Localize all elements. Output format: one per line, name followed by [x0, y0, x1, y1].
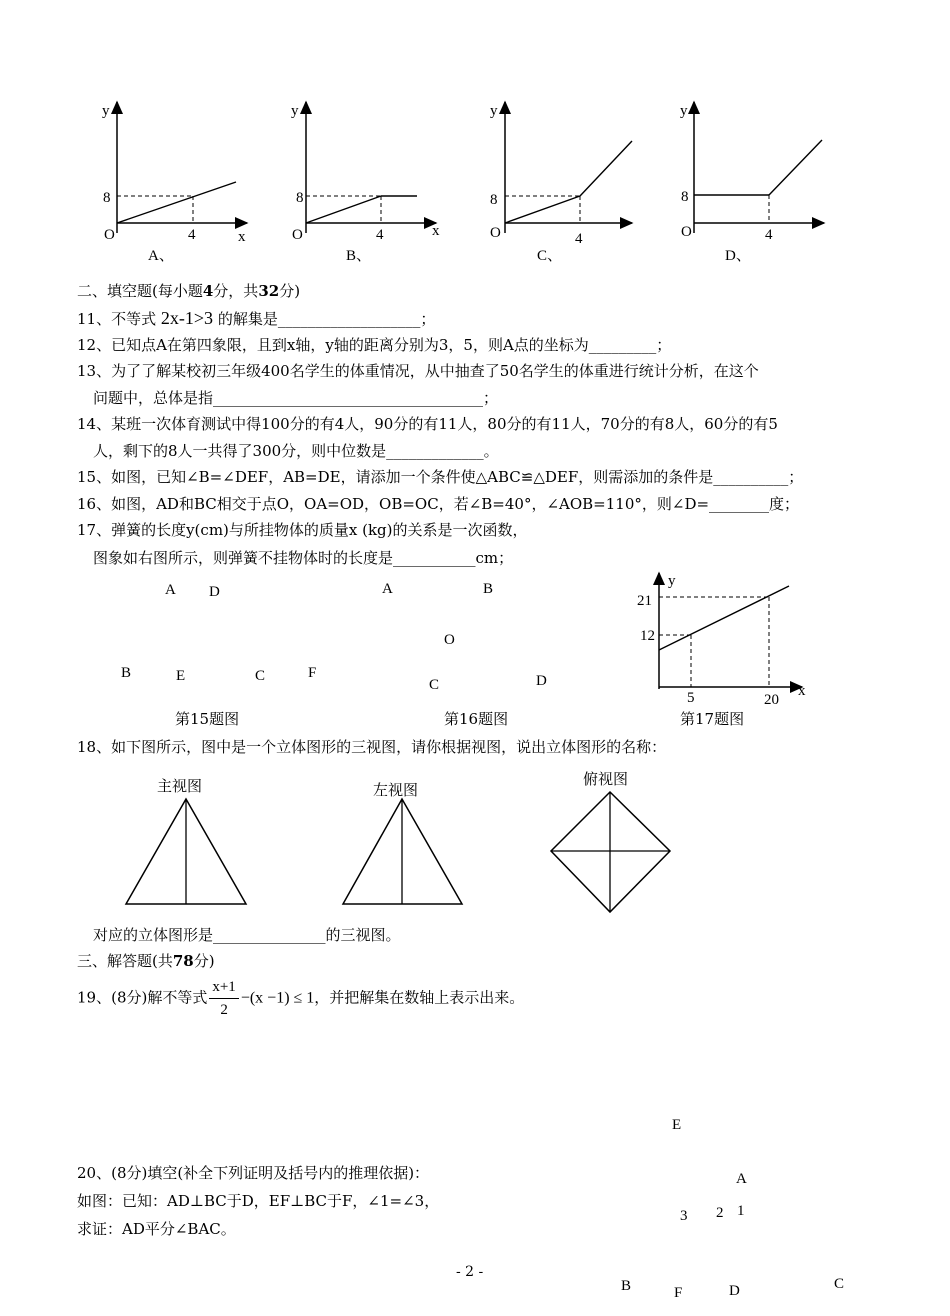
view-left-label: 左视图: [373, 781, 419, 799]
graph-c: [490, 102, 632, 264]
graph-a-y-tick: 8: [103, 190, 111, 206]
graph-d-option: D、: [725, 248, 751, 264]
fig15-label-d: D: [209, 584, 220, 600]
graph-c-x-tick: 4: [575, 231, 583, 247]
q19-expression: −(x −1) ≤ 1: [240, 989, 315, 1007]
fig15-caption: 第15题图: [175, 710, 240, 728]
graph-b-x-label: x: [432, 223, 440, 239]
graph-b-origin: O: [292, 227, 303, 243]
graph-a-x-label: x: [238, 229, 246, 245]
graph-a: [102, 102, 247, 264]
q18: 18、如下图所示，图中是一个立体图形的三视图，请你根据视图，说出立体图形的名称：: [77, 738, 667, 756]
q13-line1: 13、为了了解某校初三年级400名学生的体重情况，从中抽查了50名学生的体重进行统计分析，在这个: [77, 362, 759, 380]
fig17-y-tick-21: 21: [637, 593, 652, 609]
fig20-label-e: E: [672, 1117, 682, 1133]
three-views: [0, 790, 950, 920]
fig20-label-2: 2: [716, 1205, 724, 1221]
view-front-label: 主视图: [157, 777, 203, 795]
q17-line1: 17、弹簧的长度y(cm)与所挂物体的质量x (kg)的关系是一次函数，: [77, 521, 528, 539]
q20-line2: 如图：已知：AD⊥BC于D，EF⊥BC于F，∠1=∠3，: [77, 1192, 440, 1210]
graph-b-x-tick: 4: [376, 227, 384, 243]
q19-suffix: ，并把解集在数轴上表示出来。: [314, 988, 525, 1007]
q17-line2: 图象如右图所示，则弹簧不挂物体时的长度是___________cm；: [93, 549, 514, 567]
graph-b-option: B、: [346, 248, 372, 264]
graph-d-x-tick: 4: [765, 227, 773, 243]
fig20-label-c: C: [834, 1276, 845, 1292]
fig20-label-3: 3: [680, 1208, 688, 1224]
fig16-label-d: D: [536, 673, 547, 689]
q20-line1: 20、(8分)填空(补全下列证明及括号内的推理依据)：: [77, 1164, 430, 1182]
q20-line3: 求证：AD平分∠BAC。: [77, 1220, 236, 1238]
graph-a-x-tick: 4: [188, 227, 196, 243]
fig20-label-b: B: [621, 1278, 632, 1294]
front-view: [126, 799, 246, 904]
graph-c-origin: O: [490, 225, 501, 241]
fig16-label-c: C: [429, 677, 440, 693]
fig17-x-tick-5: 5: [687, 690, 695, 706]
q14-line2: 人，剩下的8人一共得了300分，则中位数是_____________。: [93, 442, 499, 460]
view-top-label: 俯视图: [583, 770, 629, 788]
fig20-label-a: A: [736, 1171, 747, 1187]
fig20-label-d: D: [729, 1283, 740, 1299]
graph-b-y-tick: 8: [296, 190, 304, 206]
graph-a-y-label: y: [102, 103, 110, 119]
q19: [77, 976, 524, 1021]
q19-fraction: $\frac{x+1}{2}$: [209, 976, 238, 1021]
fig17-y-label: y: [668, 573, 676, 589]
fig17-x-label: x: [798, 683, 806, 699]
fig16-caption: 第16题图: [444, 710, 509, 728]
q12: 12、已知点A在第四象限，且到x轴，y轴的距离分别为3，5，则A点的坐标为_________；: [77, 336, 672, 354]
fig16-label-o: O: [444, 632, 455, 648]
graph-c-y-tick: 8: [490, 192, 498, 208]
fig16-label-b: B: [483, 581, 494, 597]
q11: 11、不等式 2x-1>3 的解集是___________________；: [77, 308, 436, 328]
fig15-label-f: F: [308, 665, 317, 681]
fig20-label-f: F: [674, 1285, 683, 1301]
fig15-label-c: C: [255, 668, 266, 684]
fig17-x-tick-20: 20: [764, 692, 779, 708]
graph-a-origin: O: [104, 227, 115, 243]
q18-answer: 对应的立体图形是_______________的三视图。: [93, 926, 401, 944]
fig16-label-a: A: [382, 581, 393, 597]
top-view: [551, 792, 670, 912]
fig20-label-1: 1: [737, 1203, 745, 1219]
graph-d-y-tick: 8: [681, 189, 689, 205]
graph-d: [680, 102, 824, 264]
q16: 16、如图，AD和BC相交于点O，OA=OD，OB=OC，若∠B=40°，∠AOB=110°，则∠D=________度；: [77, 495, 800, 513]
q13-line2: 问题中，总体是指____________________________________；: [93, 389, 499, 407]
graph-c-y-label: y: [490, 103, 498, 119]
graph-b-y-label: y: [291, 103, 299, 119]
q15: 15、如图，已知∠B=∠DEF，AB=DE，请添加一个条件使△ABC≌△DEF，则需添加的条件是__________；: [77, 468, 804, 486]
graph-a-option: A、: [148, 248, 174, 264]
fig17-caption: 第17题图: [680, 710, 745, 728]
graph-b: [291, 102, 440, 264]
graph-d-y-label: y: [680, 103, 688, 119]
section3-heading: 三、解答题(共78分): [77, 952, 215, 970]
q14-line1: 14、某班一次体育测试中得100分的有4人，90分的有11人，80分的有11人，70分的有8人，60分的有5: [77, 415, 778, 433]
fig15-label-b: B: [121, 665, 132, 681]
fig15-label-e: E: [176, 668, 186, 684]
section2-heading: 二、填空题(每小题4分，共32分): [77, 282, 301, 300]
page-number: - 2 -: [456, 1264, 484, 1280]
q10-graphs: [0, 90, 950, 275]
left-view: [343, 799, 462, 904]
figure-17: [630, 568, 820, 708]
fig15-label-a: A: [165, 582, 176, 598]
graph-d-origin: O: [681, 224, 692, 240]
fig17-y-tick-12: 12: [640, 628, 655, 644]
q19-prefix: 19、(8分)解不等式: [77, 988, 208, 1007]
graph-c-option: C、: [537, 248, 563, 264]
